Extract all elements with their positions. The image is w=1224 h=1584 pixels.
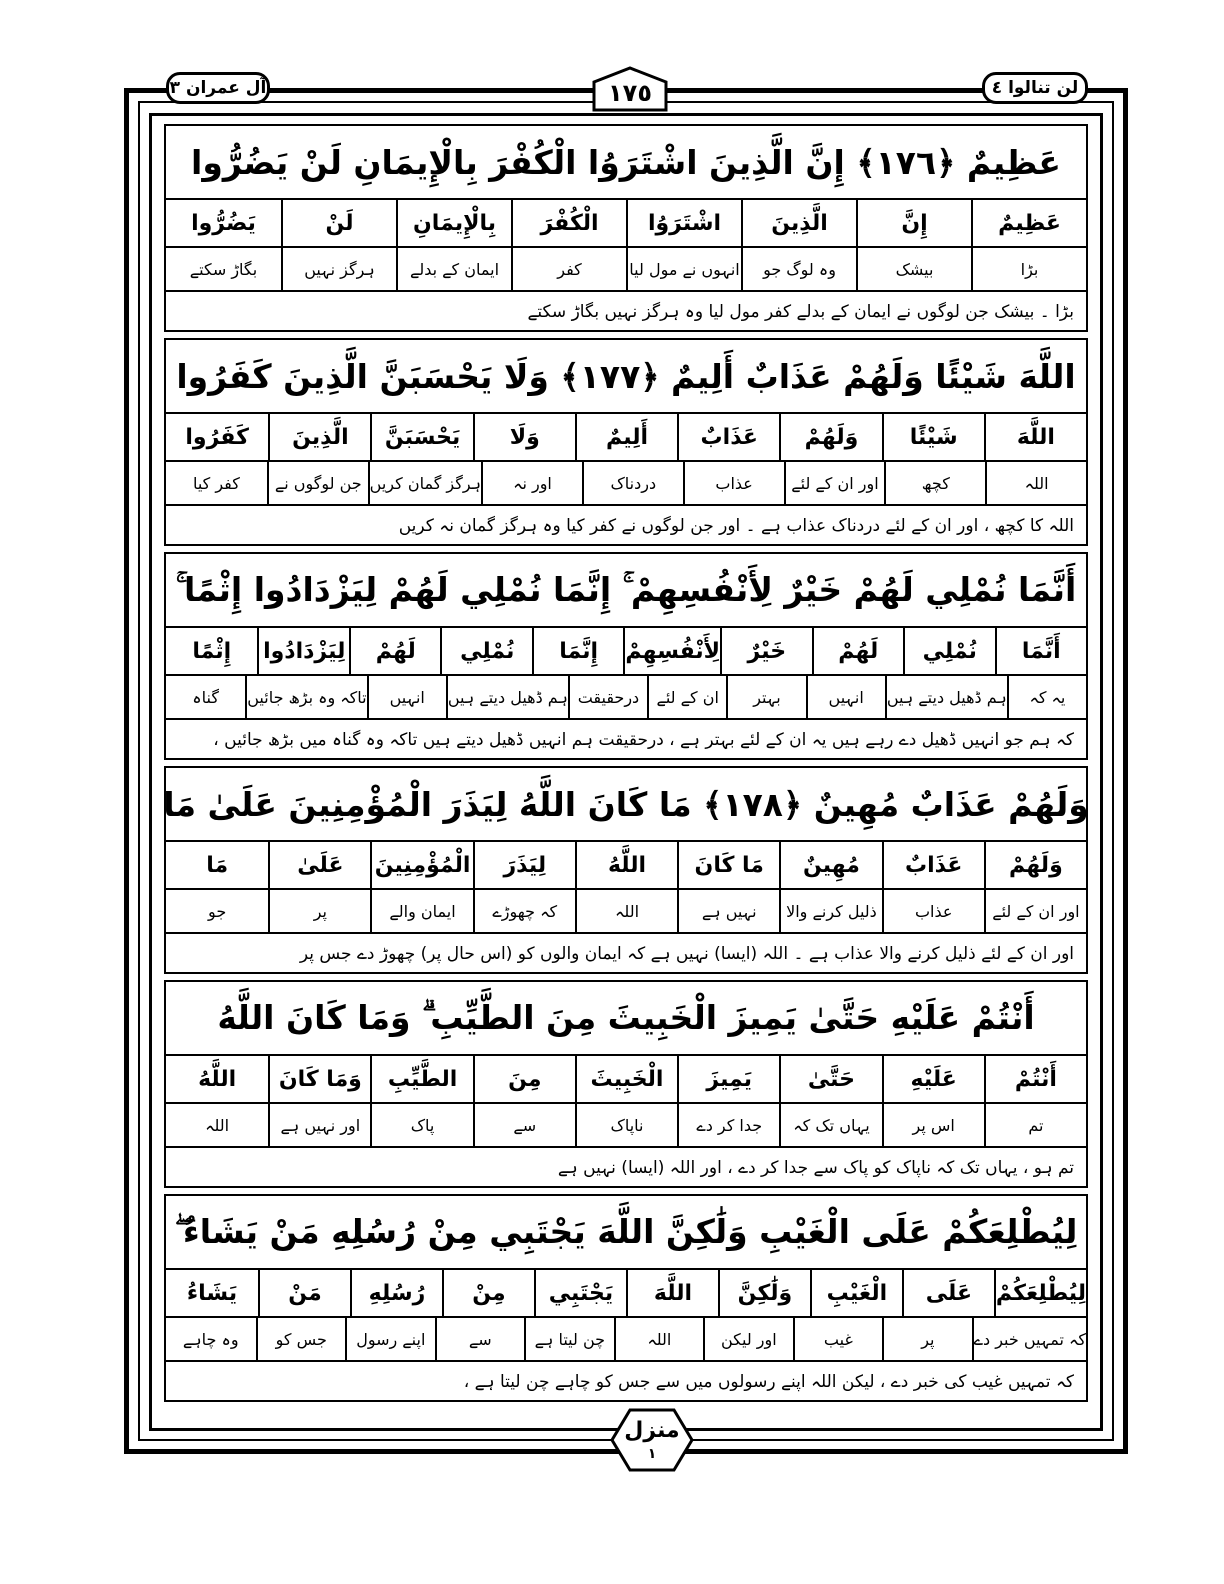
manzil-label: منزل — [624, 1418, 680, 1443]
urdu-meaning-cell: ہم ڈھیل دیتے ہیں — [446, 676, 568, 718]
arabic-word-cell: إِنَّ — [856, 200, 971, 246]
arabic-word-cell: الْغَيْبِ — [810, 1270, 902, 1316]
urdu-meaning-cell: ان کے لئے — [647, 676, 726, 718]
word-row-arabic — [166, 414, 1086, 462]
urdu-meaning-cell: درحقیقت — [568, 676, 647, 718]
urdu-meaning-cell: پر — [882, 1318, 972, 1360]
arabic-word-cell: اللَّهَ — [626, 1270, 718, 1316]
word-row-urdu — [166, 676, 1086, 720]
manzil-badge — [610, 1408, 694, 1472]
urdu-meaning-cell: ایمان کے بدلے — [396, 248, 511, 290]
manzil-number: ١ — [647, 1446, 657, 1462]
urdu-meaning-cell: اللہ — [614, 1318, 704, 1360]
arabic-word-cell: لِيَذَرَ — [473, 842, 575, 888]
arabic-word-cell: لِأَنْفُسِهِمْ — [623, 628, 720, 674]
arabic-word-cell: الطَّيِّبِ — [370, 1056, 472, 1102]
urdu-meaning-cell: انہوں نے مول لیا — [626, 248, 741, 290]
arabic-word-cell: أَلِيمٌ — [575, 414, 677, 460]
urdu-meaning-cell: جن لوگوں نے — [267, 462, 368, 504]
urdu-meaning-cell: پر — [268, 890, 370, 932]
urdu-translation-line: کہ ہم جو انہیں ڈھیل دے رہے ہیں یہ ان کے لئے بہتر ہے ، درحقیقت ہم انہیں ڈھیل دیتے ہیں تاکہ وہ گناہ میں بڑھ جائیں ، — [213, 729, 1074, 750]
arabic-word-cell: يَشَاءُ — [186, 1280, 238, 1306]
arabic-word-cell: بِالْإِيمَانِ — [396, 200, 511, 246]
urdu-meaning-cell: اللہ — [985, 462, 1086, 504]
arabic-word-cell: عَلَيْهِ — [882, 1056, 984, 1102]
arabic-word-cell: لِيُطْلِعَكُمْ — [994, 1270, 1086, 1316]
urdu-meaning-cell: اور نہیں ہے — [268, 1104, 370, 1146]
urdu-meaning-cell: ناپاک — [575, 1104, 677, 1146]
arabic-word-cell: الَّذِينَ — [268, 414, 370, 460]
urdu-translation-line: تم ہو ، یہاں تک کہ ناپاک کو پاک سے جدا کر دے ، اور اللہ (ایسا) نہیں ہے — [557, 1157, 1074, 1178]
arabic-verse-line: أَنْتُمْ عَلَيْهِ حَتَّىٰ يَمِيزَ الْخَبِيثَ مِنَ الطَّيِّبِ ۗ وَمَا كَانَ اللَّهُ — [166, 982, 1086, 1056]
arabic-word-cell: لَنْ — [281, 200, 396, 246]
arabic-word-cell: الَّذِينَ — [741, 200, 856, 246]
urdu-meaning-cell: بیشک — [856, 248, 971, 290]
verse-block — [164, 552, 1088, 760]
urdu-meaning-cell: نہیں ہے — [677, 890, 779, 932]
urdu-meaning-cell: اپنے رسول — [345, 1318, 435, 1360]
urdu-meaning-cell: جدا کر دے — [677, 1104, 779, 1146]
arabic-word-cell: شَيْئًا — [882, 414, 984, 460]
arabic-word-cell: اشْتَرَوُا — [626, 200, 741, 246]
verse-block — [164, 1194, 1088, 1402]
urdu-meaning-cell: اور ان کے لئے — [784, 462, 885, 504]
urdu-meaning-cell: اللہ — [575, 890, 677, 932]
arabic-word-cell: وَلَا — [473, 414, 575, 460]
urdu-meaning-cell: دردناک — [582, 462, 683, 504]
urdu-meaning-cell: ایمان والے — [370, 890, 472, 932]
arabic-word-cell: لَهُمْ — [812, 628, 903, 674]
arabic-word-cell: مِنَ — [473, 1056, 575, 1102]
verse-block — [164, 124, 1088, 332]
urdu-meaning-cell: کچھ — [884, 462, 985, 504]
arabic-word-cell: خَيْرٌ — [720, 628, 811, 674]
urdu-meaning-cell: گناہ — [192, 687, 219, 707]
word-row-arabic — [166, 1056, 1086, 1104]
arabic-word-cell: عَذَابٌ — [882, 842, 984, 888]
arabic-word-cell: اللَّهَ — [984, 414, 1086, 460]
urdu-meaning-cell: تاکہ وہ بڑھ جائیں — [245, 676, 366, 718]
page-number-badge — [588, 66, 672, 112]
arabic-word-cell: مَنْ — [258, 1270, 350, 1316]
urdu-meaning-cell: اور لیکن — [703, 1318, 793, 1360]
arabic-word-cell: أَنَّمَا — [995, 628, 1086, 674]
surah-label: آل عمران ٣ — [166, 72, 270, 104]
urdu-meaning-cell: بہتر — [726, 676, 805, 718]
urdu-meaning-cell: ہرگز گمان کریں — [368, 462, 481, 504]
urdu-meaning-cell: وہ چاہے — [182, 1329, 239, 1349]
arabic-word-cell: لَهُمْ — [349, 628, 440, 674]
arabic-word-cell: وَلَٰكِنَّ — [718, 1270, 810, 1316]
urdu-meaning-cell: ہم ڈھیل دیتے ہیں — [885, 676, 1007, 718]
arabic-word-cell: وَلَهُمْ — [984, 842, 1086, 888]
urdu-meaning-cell: اس پر — [882, 1104, 984, 1146]
arabic-word-cell: الْمُؤْمِنِينَ — [370, 842, 472, 888]
urdu-meaning-cell: کفر کیا — [192, 473, 240, 493]
arabic-word-cell: مَا كَانَ — [677, 842, 779, 888]
page-number: ١٧٥ — [608, 79, 652, 107]
word-row-arabic — [166, 628, 1086, 676]
urdu-meaning-cell: یہ کہ — [1007, 676, 1086, 718]
word-row-arabic — [166, 200, 1086, 248]
arabic-word-cell: عَلَىٰ — [268, 842, 370, 888]
urdu-meaning-cell: چن لیتا ہے — [524, 1318, 614, 1360]
urdu-meaning-cell: ذلیل کرنے والا — [779, 890, 881, 932]
arabic-verse-line: عَظِيمٌ ﴿١٧٦﴾ إِنَّ الَّذِينَ اشْتَرَوُا الْكُفْرَ بِالْإِيمَانِ لَنْ يَضُرُّوا — [166, 126, 1086, 200]
arabic-word-cell: أَنْتُمْ — [984, 1056, 1086, 1102]
urdu-meaning-cell: سے — [435, 1318, 525, 1360]
urdu-meaning-cell: ہرگز نہیں — [281, 248, 396, 290]
urdu-meaning-cell: غیب — [793, 1318, 883, 1360]
urdu-meaning-cell: تم — [984, 1104, 1086, 1146]
arabic-word-cell: نُمْلِي — [440, 628, 531, 674]
urdu-meaning-cell: کہ چھوڑے — [473, 890, 575, 932]
arabic-word-cell: يَضُرُّوا — [191, 210, 256, 236]
arabic-word-cell: إِثْمًا — [192, 638, 232, 664]
arabic-word-cell: كَفَرُوا — [185, 424, 249, 450]
verse-block — [164, 980, 1088, 1188]
urdu-meaning-cell: کفر — [511, 248, 626, 290]
arabic-word-cell: حَتَّىٰ — [779, 1056, 881, 1102]
arabic-word-cell: مُهِينٌ — [779, 842, 881, 888]
arabic-verse-line: لِيُطْلِعَكُمْ عَلَى الْغَيْبِ وَلَٰكِنَّ اللَّهَ يَجْتَبِي مِنْ رُسُلِهِ مَنْ يَشَاءُ ۖ — [166, 1196, 1086, 1270]
urdu-translation-line: اور ان کے لئے ذلیل کرنے والا عذاب ہے ۔ اللہ (ایسا) نہیں ہے کہ ایمان والوں کو (اس حال پر) چھوڑ دے جس پر — [299, 943, 1074, 964]
urdu-meaning-cell: انہیں — [806, 676, 885, 718]
urdu-meaning-cell: جس کو — [256, 1318, 346, 1360]
word-row-arabic — [166, 842, 1086, 890]
urdu-meaning-cell: اور نہ — [481, 462, 582, 504]
arabic-verse-line: وَلَهُمْ عَذَابٌ مُهِينٌ ﴿١٧٨﴾ مَا كَانَ اللَّهُ لِيَذَرَ الْمُؤْمِنِينَ عَلَىٰ مَا — [166, 768, 1086, 842]
urdu-meaning-cell: جو — [208, 901, 227, 921]
arabic-word-cell: عَلَى — [902, 1270, 994, 1316]
urdu-meaning-cell: انہیں — [367, 676, 446, 718]
urdu-meaning-cell: اللہ — [205, 1115, 230, 1135]
arabic-word-cell: وَمَا كَانَ — [268, 1056, 370, 1102]
arabic-word-cell: وَلَهُمْ — [779, 414, 881, 460]
urdu-meaning-cell: یہاں تک کہ — [779, 1104, 881, 1146]
arabic-verse-line: أَنَّمَا نُمْلِي لَهُمْ خَيْرٌ لِأَنْفُسِهِمْ ۚ إِنَّمَا نُمْلِي لَهُمْ لِيَزْدَادُوا إِثْمًا ۚ — [166, 554, 1086, 628]
arabic-word-cell: رُسُلِهِ — [350, 1270, 442, 1316]
word-row-urdu — [166, 890, 1086, 934]
urdu-meaning-cell: عذاب — [882, 890, 984, 932]
word-row-arabic — [166, 1270, 1086, 1318]
arabic-word-cell: لِيَزْدَادُوا — [257, 628, 348, 674]
arabic-word-cell: مَا — [206, 852, 229, 878]
arabic-word-cell: مِنْ — [442, 1270, 534, 1316]
urdu-meaning-cell: وہ لوگ جو — [741, 248, 856, 290]
arabic-word-cell: الْكُفْرَ — [511, 200, 626, 246]
arabic-word-cell: عَظِيمٌ — [971, 200, 1086, 246]
arabic-word-cell: يَمِيزَ — [677, 1056, 779, 1102]
word-row-urdu — [166, 1318, 1086, 1362]
arabic-verse-line: اللَّهَ شَيْئًا وَلَهُمْ عَذَابٌ أَلِيمٌ ﴿١٧٧﴾ وَلَا يَحْسَبَنَّ الَّذِينَ كَفَرُوا — [166, 340, 1086, 414]
arabic-word-cell: يَحْسَبَنَّ — [370, 414, 472, 460]
arabic-word-cell: عَذَابٌ — [677, 414, 779, 460]
para-label: لن تنالوا ٤ — [982, 72, 1088, 104]
arabic-word-cell: نُمْلِي — [903, 628, 994, 674]
arabic-word-cell: يَجْتَبِي — [534, 1270, 626, 1316]
arabic-word-cell: الْخَبِيثَ — [575, 1056, 677, 1102]
word-row-urdu — [166, 462, 1086, 506]
arabic-word-cell: إِنَّمَا — [532, 628, 623, 674]
verse-block — [164, 766, 1088, 974]
arabic-word-cell: اللَّهُ — [198, 1066, 237, 1092]
urdu-translation-line: کہ تمہیں غیب کی خبر دے ، لیکن اللہ اپنے رسولوں میں سے جس کو چاہے چن لیتا ہے ، — [463, 1371, 1074, 1392]
word-row-urdu — [166, 1104, 1086, 1148]
urdu-translation-line: اللہ کا کچھ ، اور ان کے لئے دردناک عذاب ہے ۔ اور جن لوگوں نے کفر کیا وہ ہرگز گمان نہ کریں — [398, 515, 1074, 536]
word-row-urdu — [166, 248, 1086, 292]
verse-block — [164, 338, 1088, 546]
urdu-meaning-cell: سے — [473, 1104, 575, 1146]
urdu-meaning-cell: پاک — [370, 1104, 472, 1146]
quran-content — [164, 124, 1088, 1408]
urdu-meaning-cell: کہ تمہیں خبر دے — [972, 1318, 1086, 1360]
urdu-meaning-cell: عذاب — [683, 462, 784, 504]
urdu-meaning-cell: اور ان کے لئے — [984, 890, 1086, 932]
urdu-meaning-cell: بڑا — [971, 248, 1086, 290]
arabic-word-cell: اللَّهُ — [575, 842, 677, 888]
urdu-translation-line: بڑا ۔ بیشک جن لوگوں نے ایمان کے بدلے کفر مول لیا وہ ہرگز نہیں بگاڑ سکتے — [527, 301, 1074, 322]
urdu-meaning-cell: بگاڑ سکتے — [189, 259, 258, 279]
